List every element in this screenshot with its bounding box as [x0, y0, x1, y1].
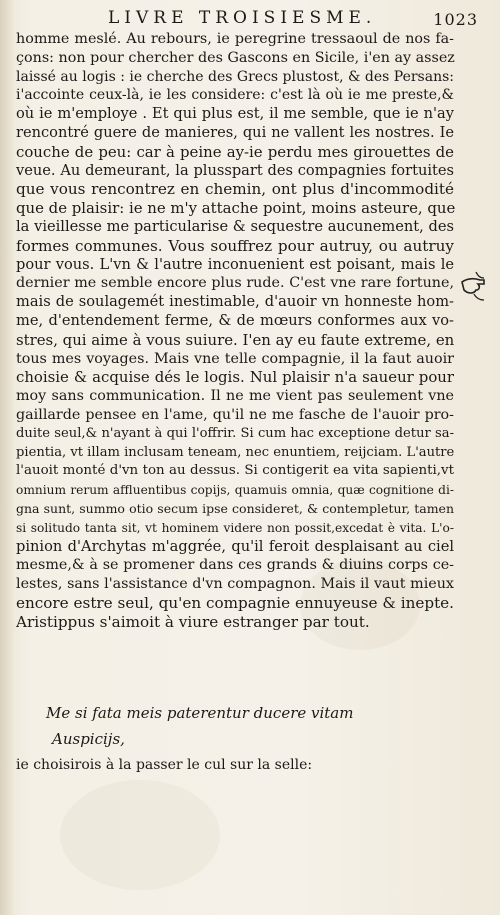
text-line: lestes, sans l'assistance d'vn compagnon. Mais il vaut mieux — [16, 576, 454, 593]
text-line: çons: non pour chercher des Gascons en Sicile, i'en ay assez — [16, 49, 455, 66]
text-line: dernier me semble encore plus rude. C'est vne rare fortune, — [16, 275, 454, 292]
text-line: que vous rencontrez en chemin, ont plus d'incommodité — [16, 180, 454, 199]
text-line: pientia, vt illam inclusam teneam, nec enuntiem, reijciam. L'autre — [16, 444, 455, 460]
text-line: rencontré guere de manieres, qui ne vallent les nostres. Ie — [16, 123, 454, 141]
running-head-title: LIVRE TROISIESME. — [108, 8, 377, 28]
text-line: tous mes voyages. Mais vne telle compagnie, il la faut auoir — [16, 350, 454, 367]
text-line: mesme,& à se promener dans ces grands & diuins corps ce- — [16, 557, 454, 574]
text-line: pour vous. L'vn & l'autre inconuenient est poisant, mais le — [16, 255, 454, 273]
page-number: 1023 — [433, 10, 478, 29]
text-line: la vieillesse me particularise & sequestre aucunement, des — [16, 217, 454, 235]
text-line: pinion d'Archytas m'aggrée, qu'il feroit desplaisant au ciel — [16, 537, 454, 555]
paper-stain — [60, 780, 220, 890]
text-line: moy sans communication. Il ne me vient pas seulement vne — [16, 388, 454, 405]
text-line: choisie & acquise dés le logis. Nul plaisir n'a saueur pour — [16, 368, 454, 387]
text-line: omnium rerum affluentibus copijs, quamuis omnia, quæ cognitione di- — [16, 483, 454, 498]
text-line: homme meslé. Au rebours, ie peregrine tressaoul de nos fa- — [16, 31, 454, 47]
body-text — [16, 30, 454, 632]
pointing-hand-icon — [460, 268, 486, 302]
text-line: laissé au logis : ie cherche des Grecs plustost, & des Persans: — [16, 68, 454, 85]
page-gutter — [0, 0, 14, 915]
text-line: formes communes. Vous souffrez pour autruy, ou autruy — [16, 236, 454, 255]
verse-quotation — [16, 700, 456, 778]
verse-line: Auspicijs, — [52, 730, 125, 748]
text-line: veue. Au demeurant, la plusspart des compagnies fortuites — [16, 161, 454, 179]
text-line: Aristippus s'aimoit à viure estranger par tout. — [16, 612, 370, 631]
text-line: i'accointe ceux-là, ie les considere: c'est là où ie me preste,& — [16, 87, 454, 104]
text-line: que de plaisir: ie ne m'y attache point, moins asteure, que — [16, 199, 456, 218]
text-line: stres, qui aime à vous suiure. I'en ay eu faute extreme, en — [16, 330, 455, 349]
text-line: encore estre seul, qu'en compagnie ennuyeuse & inepte. — [16, 593, 454, 612]
text-line: si solitudo tanta sit, vt hominem videre non possit,excedat è vita. L'o- — [16, 520, 454, 535]
text-line: où ie m'employe . Et qui plus est, il me semble, que ie n'ay — [16, 105, 454, 123]
text-line: me, d'entendement ferme, & de mœurs conformes aux vo- — [16, 311, 454, 329]
verse-line: ie choisirois à la passer le cul sur la selle: — [16, 757, 313, 773]
text-line: gaillarde pensee en l'ame, qu'il ne me fasche de l'auoir pro- — [16, 406, 454, 423]
text-line: mais de soulagemét inestimable, d'auoir vn honneste hom- — [16, 293, 454, 311]
text-line: gna sunt, summo otio secum ipse consideret, & contempletur, tamen — [16, 500, 454, 516]
text-line: l'auoit monté d'vn ton au dessus. Si contigerit ea vita sapienti,vt — [16, 463, 454, 479]
running-head — [108, 4, 478, 32]
text-line: duite seul,& n'ayant à qui l'offrir. Si cum hac exceptione detur sa- — [16, 425, 454, 441]
text-line: couche de peu: car à peine ay-ie perdu mes girouettes de — [16, 142, 454, 161]
verse-line: Me si fata meis paterentur ducere vitam — [46, 704, 354, 722]
